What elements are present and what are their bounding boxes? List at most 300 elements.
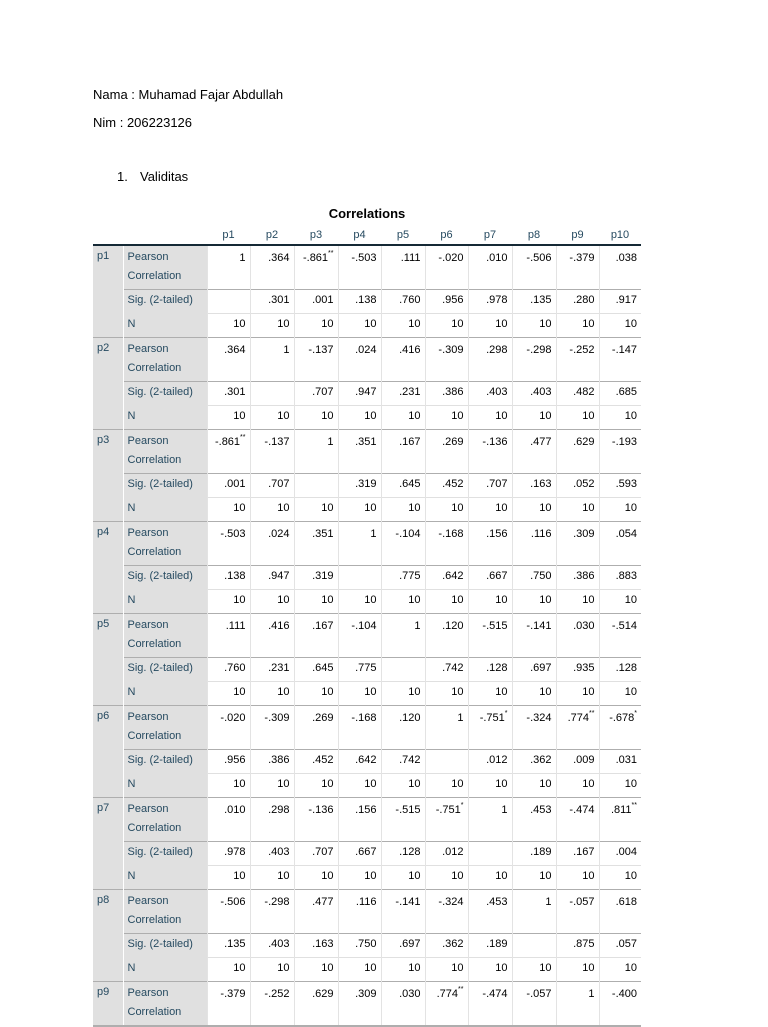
cell-value: .135 [512, 290, 556, 314]
cell-value: .956 [425, 290, 468, 314]
cell-value: -.503 [207, 522, 250, 566]
cell-value: .030 [381, 982, 425, 1027]
table-row [93, 566, 641, 590]
cell-value: 10 [512, 314, 556, 338]
cell-value: 10 [381, 774, 425, 798]
cell-value [381, 658, 425, 682]
student-id-line: Nim : 206223126 [93, 115, 193, 130]
cell-value: 10 [250, 682, 294, 706]
cell-value: 10 [381, 590, 425, 614]
cell-value: .128 [599, 658, 641, 682]
list-number: 1. [117, 169, 128, 184]
cell-value: 1 [512, 890, 556, 934]
cell-value: 10 [381, 866, 425, 890]
cell-value: -.379 [556, 245, 599, 290]
cell-value: .038 [599, 245, 641, 290]
table-row [93, 934, 641, 958]
cell-value: .386 [556, 566, 599, 590]
cell-value: .403 [468, 382, 512, 406]
cell-value: .120 [425, 614, 468, 658]
cell-value: 10 [381, 682, 425, 706]
cell-value: -.136 [468, 430, 512, 474]
cell-value: .309 [556, 522, 599, 566]
cell-value: .667 [468, 566, 512, 590]
cell-value: .750 [338, 934, 381, 958]
cell-value: 10 [425, 314, 468, 338]
stat-label-n: N [123, 498, 207, 522]
cell-value: .453 [512, 798, 556, 842]
row-label-p1: p1 [93, 245, 123, 338]
stat-label-n: N [123, 590, 207, 614]
cell-value: 10 [250, 314, 294, 338]
cell-value: .760 [207, 658, 250, 682]
stat-label-pearson: Pearson Correlation [123, 522, 207, 566]
cell-value: 10 [599, 958, 641, 982]
cell-value: -.515 [468, 614, 512, 658]
cell-value: 10 [425, 590, 468, 614]
stat-label-pearson: Pearson Correlation [123, 798, 207, 842]
cell-value: 10 [512, 682, 556, 706]
cell-value: .319 [294, 566, 338, 590]
cell-value: .947 [250, 566, 294, 590]
cell-value: 10 [338, 866, 381, 890]
cell-value: .697 [512, 658, 556, 682]
stat-label-pearson: Pearson Correlation [123, 338, 207, 382]
cell-value: .386 [425, 382, 468, 406]
stat-label-n: N [123, 682, 207, 706]
cell-value: .453 [468, 890, 512, 934]
cell-value: 10 [250, 958, 294, 982]
cell-value: .774** [556, 706, 599, 750]
table-row [93, 842, 641, 866]
cell-value: 10 [468, 958, 512, 982]
table-row [93, 430, 641, 474]
cell-value: 10 [425, 682, 468, 706]
cell-value: 10 [556, 498, 599, 522]
stat-label-n: N [123, 866, 207, 890]
column-header-p6: p6 [425, 226, 468, 245]
cell-value: .052 [556, 474, 599, 498]
cell-value: .167 [556, 842, 599, 866]
cell-value: .189 [468, 934, 512, 958]
cell-value: .935 [556, 658, 599, 682]
cell-value: .010 [468, 245, 512, 290]
cell-value: 10 [556, 590, 599, 614]
cell-value [338, 566, 381, 590]
cell-value: 10 [468, 682, 512, 706]
row-label-p6: p6 [93, 706, 123, 798]
stat-label-n: N [123, 314, 207, 338]
cell-value: .156 [338, 798, 381, 842]
stat-label-sig: Sig. (2-tailed) [123, 750, 207, 774]
cell-value: 1 [338, 522, 381, 566]
column-header-p1: p1 [207, 226, 250, 245]
cell-value: 10 [599, 498, 641, 522]
cell-value: -.474 [556, 798, 599, 842]
cell-value: -.379 [207, 982, 250, 1027]
cell-value: .138 [338, 290, 381, 314]
row-label-p4: p4 [93, 522, 123, 614]
significance-marker: ** [240, 434, 246, 441]
cell-value: 10 [294, 406, 338, 430]
cell-value: .947 [338, 382, 381, 406]
cell-value: .309 [338, 982, 381, 1027]
stat-label-n: N [123, 958, 207, 982]
cell-value: 10 [250, 498, 294, 522]
table-row [93, 498, 641, 522]
cell-value: 1 [294, 430, 338, 474]
cell-value [294, 474, 338, 498]
cell-value: .001 [207, 474, 250, 498]
cell-value: .001 [294, 290, 338, 314]
cell-value: -.678* [599, 706, 641, 750]
column-header-p4: p4 [338, 226, 381, 245]
cell-value: .116 [512, 522, 556, 566]
table-row [93, 522, 641, 566]
table-row [93, 314, 641, 338]
cell-value: .742 [425, 658, 468, 682]
cell-value: .707 [294, 382, 338, 406]
cell-value: .298 [468, 338, 512, 382]
significance-marker: * [504, 710, 508, 717]
table-row [93, 958, 641, 982]
cell-value: 10 [250, 866, 294, 890]
column-header-p8: p8 [512, 226, 556, 245]
cell-value: -.751* [468, 706, 512, 750]
stat-label-pearson: Pearson Correlation [123, 982, 207, 1027]
cell-value: .024 [250, 522, 294, 566]
cell-value: .642 [425, 566, 468, 590]
cell-value: .280 [556, 290, 599, 314]
cell-value: .004 [599, 842, 641, 866]
cell-value: -.400 [599, 982, 641, 1027]
cell-value: 10 [468, 314, 512, 338]
cell-value: 10 [338, 774, 381, 798]
column-header-p10: p10 [599, 226, 641, 245]
row-label-p7: p7 [93, 798, 123, 890]
row-label-p3: p3 [93, 430, 123, 522]
cell-value: 10 [294, 682, 338, 706]
cell-value: -.193 [599, 430, 641, 474]
cell-value: -.861** [207, 430, 250, 474]
cell-value: .629 [556, 430, 599, 474]
cell-value: 10 [556, 866, 599, 890]
table-row [93, 890, 641, 934]
cell-value: .362 [425, 934, 468, 958]
cell-value: -.324 [512, 706, 556, 750]
cell-value: .298 [250, 798, 294, 842]
cell-value: -.252 [556, 338, 599, 382]
cell-value: 10 [294, 958, 338, 982]
cell-value: -.309 [425, 338, 468, 382]
cell-value: -.515 [381, 798, 425, 842]
cell-value: 10 [425, 406, 468, 430]
student-name-line: Nama : Muhamad Fajar Abdullah [93, 87, 284, 102]
cell-value: 1 [207, 245, 250, 290]
cell-value: 10 [599, 866, 641, 890]
cell-value: .269 [425, 430, 468, 474]
cell-value: .707 [294, 842, 338, 866]
cell-value: .111 [207, 614, 250, 658]
significance-marker: ** [458, 986, 464, 993]
cell-value: 10 [468, 498, 512, 522]
cell-value: 10 [294, 314, 338, 338]
header-corner [123, 226, 207, 245]
significance-marker: ** [328, 250, 334, 257]
cell-value: .386 [250, 750, 294, 774]
cell-value: 10 [468, 406, 512, 430]
table-row [93, 406, 641, 430]
cell-value: -.309 [250, 706, 294, 750]
table-row [93, 706, 641, 750]
cell-value: 1 [556, 982, 599, 1027]
cell-value: .231 [381, 382, 425, 406]
cell-value: .403 [250, 934, 294, 958]
cell-value [425, 750, 468, 774]
cell-value: .031 [599, 750, 641, 774]
cell-value: .163 [512, 474, 556, 498]
cell-value: 10 [338, 498, 381, 522]
column-header-p7: p7 [468, 226, 512, 245]
cell-value: -.168 [338, 706, 381, 750]
cell-value: .775 [338, 658, 381, 682]
table-row [93, 382, 641, 406]
cell-value: -.506 [207, 890, 250, 934]
stat-label-sig: Sig. (2-tailed) [123, 290, 207, 314]
row-label-p9: p9 [93, 982, 123, 1027]
cell-value: 10 [294, 866, 338, 890]
stat-label-sig: Sig. (2-tailed) [123, 842, 207, 866]
cell-value [468, 842, 512, 866]
cell-value: .319 [338, 474, 381, 498]
cell-value: .351 [294, 522, 338, 566]
column-header-p5: p5 [381, 226, 425, 245]
cell-value: 1 [425, 706, 468, 750]
cell-value: -.147 [599, 338, 641, 382]
cell-value: 10 [381, 314, 425, 338]
cell-value: -.137 [294, 338, 338, 382]
cell-value: 1 [468, 798, 512, 842]
cell-value: 10 [250, 774, 294, 798]
cell-value: .163 [294, 934, 338, 958]
cell-value: .883 [599, 566, 641, 590]
cell-value: 10 [294, 590, 338, 614]
cell-value: 10 [425, 498, 468, 522]
stat-label-sig: Sig. (2-tailed) [123, 658, 207, 682]
cell-value: 10 [207, 682, 250, 706]
cell-value: 10 [425, 866, 468, 890]
cell-value: -.020 [425, 245, 468, 290]
cell-value: .477 [512, 430, 556, 474]
cell-value: 10 [338, 682, 381, 706]
cell-value: -.474 [468, 982, 512, 1027]
cell-value: -.141 [381, 890, 425, 934]
cell-value: .024 [338, 338, 381, 382]
cell-value: 1 [250, 338, 294, 382]
cell-value: .775 [381, 566, 425, 590]
stat-label-sig: Sig. (2-tailed) [123, 566, 207, 590]
cell-value: 10 [294, 774, 338, 798]
row-label-p5: p5 [93, 614, 123, 706]
cell-value: .978 [468, 290, 512, 314]
cell-value: .189 [512, 842, 556, 866]
cell-value: 10 [468, 774, 512, 798]
significance-marker: ** [631, 802, 637, 809]
cell-value: 1 [381, 614, 425, 658]
cell-value: -.506 [512, 245, 556, 290]
cell-value: .416 [250, 614, 294, 658]
cell-value: .477 [294, 890, 338, 934]
cell-value: 10 [556, 958, 599, 982]
column-header-p9: p9 [556, 226, 599, 245]
table-row [93, 590, 641, 614]
cell-value: 10 [250, 406, 294, 430]
cell-value: 10 [425, 958, 468, 982]
cell-value: 10 [207, 314, 250, 338]
cell-value: 10 [468, 866, 512, 890]
cell-value: .707 [250, 474, 294, 498]
cell-value: -.141 [512, 614, 556, 658]
cell-value: .667 [338, 842, 381, 866]
cell-value: 10 [556, 314, 599, 338]
cell-value: -.324 [425, 890, 468, 934]
cell-value: .135 [207, 934, 250, 958]
cell-value: 10 [512, 590, 556, 614]
cell-value: -.252 [250, 982, 294, 1027]
cell-value: 10 [381, 406, 425, 430]
cell-value: .167 [294, 614, 338, 658]
cell-value: .875 [556, 934, 599, 958]
cell-value [250, 382, 294, 406]
cell-value: .917 [599, 290, 641, 314]
cell-value: .362 [512, 750, 556, 774]
stat-label-pearson: Pearson Correlation [123, 614, 207, 658]
cell-value: -.020 [207, 706, 250, 750]
cell-value: -.104 [338, 614, 381, 658]
stat-label-sig: Sig. (2-tailed) [123, 934, 207, 958]
cell-value: 10 [338, 406, 381, 430]
cell-value: 10 [556, 406, 599, 430]
cell-value: 10 [512, 958, 556, 982]
list-item-text: Validitas [140, 169, 189, 184]
cell-value: 10 [556, 682, 599, 706]
cell-value: 10 [599, 314, 641, 338]
cell-value: -.514 [599, 614, 641, 658]
cell-value: .364 [207, 338, 250, 382]
cell-value: 10 [512, 498, 556, 522]
significance-marker: * [634, 710, 637, 717]
cell-value: -.104 [381, 522, 425, 566]
table-row [93, 866, 641, 890]
table-title: Correlations [328, 206, 406, 221]
cell-value: 10 [599, 406, 641, 430]
cell-value: .416 [381, 338, 425, 382]
cell-value: .156 [468, 522, 512, 566]
cell-value: .030 [556, 614, 599, 658]
table-row [93, 682, 641, 706]
cell-value: .685 [599, 382, 641, 406]
cell-value: 10 [207, 498, 250, 522]
cell-value: -.861** [294, 245, 338, 290]
cell-value: 10 [512, 774, 556, 798]
cell-value: .167 [381, 430, 425, 474]
cell-value: .351 [338, 430, 381, 474]
cell-value: .760 [381, 290, 425, 314]
table-row [93, 290, 641, 314]
table-row [93, 658, 641, 682]
cell-value: 10 [207, 406, 250, 430]
cell-value: .707 [468, 474, 512, 498]
table-row [93, 774, 641, 798]
cell-value: .054 [599, 522, 641, 566]
cell-value: 10 [512, 406, 556, 430]
table-row [93, 245, 641, 290]
cell-value: .956 [207, 750, 250, 774]
cell-value: .120 [381, 706, 425, 750]
table-row [93, 614, 641, 658]
cell-value: .697 [381, 934, 425, 958]
cell-value: .645 [294, 658, 338, 682]
cell-value: .642 [338, 750, 381, 774]
significance-marker: ** [589, 710, 595, 717]
row-label-p2: p2 [93, 338, 123, 430]
cell-value: -.503 [338, 245, 381, 290]
cell-value: -.137 [250, 430, 294, 474]
cell-value: 10 [599, 682, 641, 706]
cell-value: 10 [381, 958, 425, 982]
table-row [93, 338, 641, 382]
cell-value: .301 [207, 382, 250, 406]
cell-value: -.298 [250, 890, 294, 934]
stat-label-sig: Sig. (2-tailed) [123, 474, 207, 498]
cell-value: 10 [250, 590, 294, 614]
cell-value: 10 [207, 866, 250, 890]
column-header-p2: p2 [250, 226, 294, 245]
stat-label-pearson: Pearson Correlation [123, 890, 207, 934]
cell-value: 10 [599, 774, 641, 798]
cell-value: 10 [338, 314, 381, 338]
stat-label-pearson: Pearson Correlation [123, 430, 207, 474]
header-corner [93, 226, 123, 245]
stat-label-n: N [123, 774, 207, 798]
cell-value: .645 [381, 474, 425, 498]
cell-value: .629 [294, 982, 338, 1027]
cell-value: -.057 [512, 982, 556, 1027]
numbered-list-item [117, 169, 188, 184]
cell-value: .012 [425, 842, 468, 866]
cell-value: 10 [338, 590, 381, 614]
cell-value: 10 [294, 498, 338, 522]
cell-value: .231 [250, 658, 294, 682]
cell-value: .116 [338, 890, 381, 934]
table-row [93, 750, 641, 774]
cell-value: 10 [556, 774, 599, 798]
cell-value: .452 [425, 474, 468, 498]
cell-value: 10 [425, 774, 468, 798]
cell-value: 10 [468, 590, 512, 614]
cell-value: .482 [556, 382, 599, 406]
cell-value: 10 [207, 590, 250, 614]
significance-marker: * [460, 802, 464, 809]
stat-label-pearson: Pearson Correlation [123, 245, 207, 290]
table-row [93, 474, 641, 498]
cell-value: 10 [338, 958, 381, 982]
stat-label-pearson: Pearson Correlation [123, 706, 207, 750]
cell-value: .811** [599, 798, 641, 842]
cell-value: 10 [207, 774, 250, 798]
row-label-p8: p8 [93, 890, 123, 982]
stat-label-sig: Sig. (2-tailed) [123, 382, 207, 406]
